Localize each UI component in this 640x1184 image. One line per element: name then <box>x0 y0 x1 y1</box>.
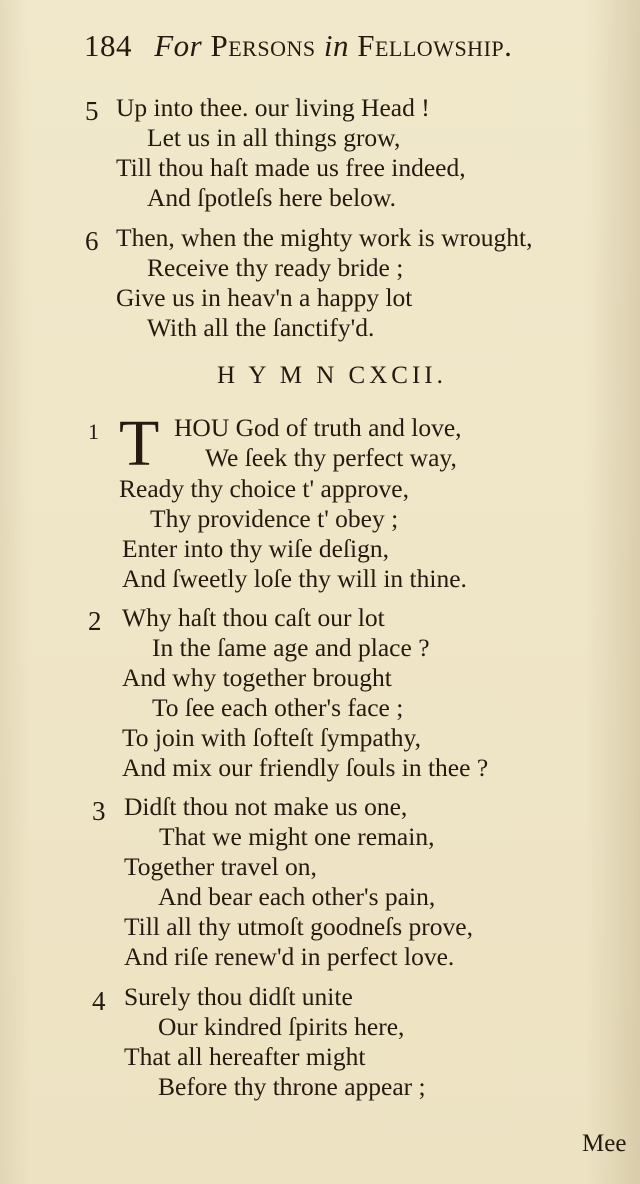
verse-line: With all the ſanctify'd. <box>147 313 375 342</box>
verse-line: Let us in all things grow, <box>147 123 401 152</box>
verse-line: Till all thy utmoſt goodneſs prove, <box>124 912 473 941</box>
verse-line: Up into thee. our living Head ! <box>116 93 430 122</box>
verse-line: To ſee each other's face ; <box>152 693 404 722</box>
verse-line: And bear each other's pain, <box>158 882 436 911</box>
stanza-number: 5 <box>85 96 99 126</box>
verse-line: And ſweetly loſe thy will in thine. <box>122 564 467 593</box>
verse-line: Then, when the mighty work is wrought, <box>116 223 533 252</box>
stanza-number: 6 <box>85 226 99 256</box>
verse-line: That all hereafter might <box>124 1042 366 1071</box>
verse-line: And why together brought <box>122 663 392 692</box>
verse-line: Before thy throne appear ; <box>158 1072 426 1101</box>
running-header <box>84 28 604 64</box>
verse-line: Till thou haſt made us free indeed, <box>116 153 466 182</box>
running-title-persons: Persons <box>210 28 316 63</box>
verse-line: That we might one remain, <box>159 822 435 851</box>
verse-line: Receive thy ready bride ; <box>147 253 404 282</box>
hymn-title: H Y M N CXCII. <box>217 362 447 389</box>
verse-line: To join with ſofteſt ſympathy, <box>122 723 421 752</box>
verse-line: Thy providence t' obey ; <box>150 504 399 533</box>
stanza-number: 1 <box>88 419 99 444</box>
verse-line: HOU God of truth and love, <box>174 413 462 442</box>
verse-line: Surely thou didſt unite <box>124 982 353 1011</box>
verse-line: We ſeek thy perfect way, <box>205 443 457 472</box>
verse-line: And ſpotleſs here below. <box>147 183 397 212</box>
page-number: 184 <box>84 28 132 63</box>
running-title-fellowship: Fellowship. <box>357 28 513 63</box>
stanza-number: 4 <box>92 986 106 1016</box>
catchword: Mee <box>582 1130 627 1157</box>
verse-line: And mix our friendly ſouls in thee ? <box>122 753 489 782</box>
verse-line: And riſe renew'd in perfect love. <box>124 942 455 971</box>
verse-line: Our kindred ſpirits here, <box>158 1012 405 1041</box>
verse-line: Ready thy choice t' approve, <box>119 474 409 503</box>
drop-cap: T <box>119 407 160 480</box>
stanza-number: 3 <box>92 796 106 826</box>
running-title-in: in <box>323 28 349 63</box>
running-title-for: For <box>154 28 203 63</box>
verse-line: In the ſame age and place ? <box>152 633 430 662</box>
verse-line: Didſt thou not make us one, <box>124 792 408 821</box>
verse-line: Enter into thy wiſe deſign, <box>122 534 389 563</box>
verse-line: Why haſt thou caſt our lot <box>122 603 385 632</box>
verse-line: Together travel on, <box>124 852 317 881</box>
stanza-number: 2 <box>88 606 102 636</box>
verse-line: Give us in heav'n a happy lot <box>116 283 413 312</box>
